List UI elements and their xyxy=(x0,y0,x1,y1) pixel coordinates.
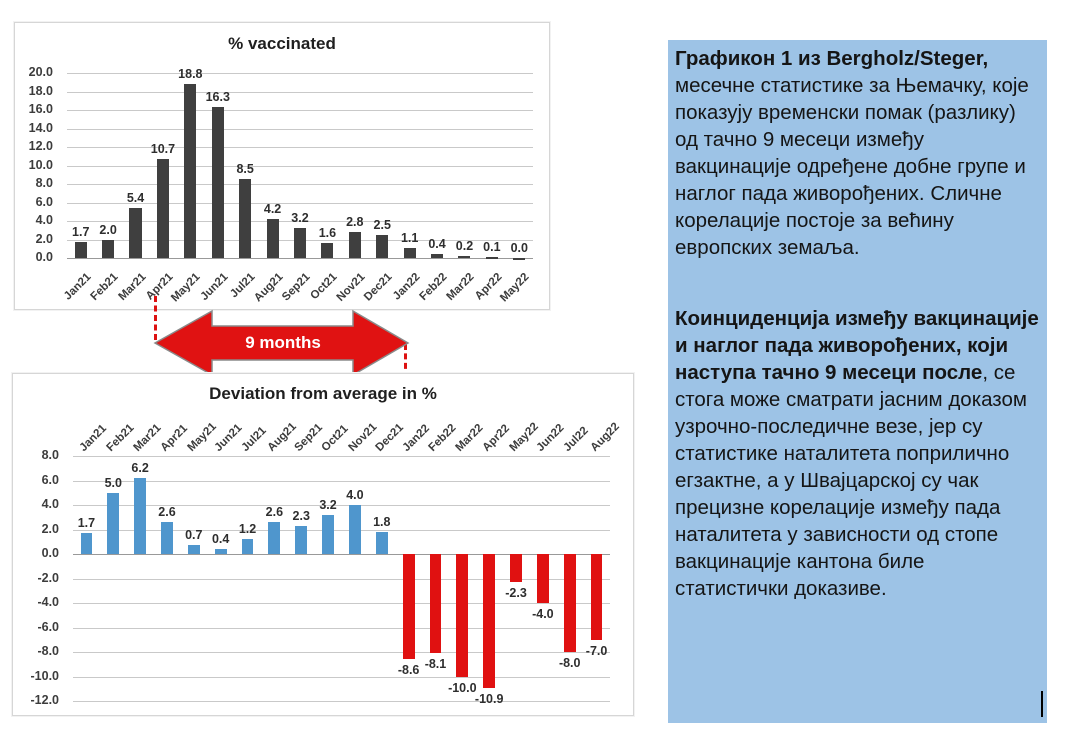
x-tick-label: May22 xyxy=(507,420,541,454)
y-tick-label: 20.0 xyxy=(28,65,53,79)
bar-Oct21 xyxy=(321,243,333,258)
y-tick-label: 2.0 xyxy=(35,231,53,246)
x-tick-label: Mar22 xyxy=(453,422,486,454)
x-tick-label: Feb22 xyxy=(426,422,459,454)
data-label: 2.5 xyxy=(373,217,391,232)
gridline xyxy=(73,481,610,482)
x-tick-label: Mar22 xyxy=(444,271,477,303)
data-label: 2.6 xyxy=(158,505,176,520)
bar-Jul21 xyxy=(242,539,254,554)
data-label: -4.0 xyxy=(532,607,554,621)
y-tick-label: 12.0 xyxy=(28,139,53,153)
data-label: -8.1 xyxy=(424,657,447,672)
data-label: 18.8 xyxy=(178,67,203,82)
gridline xyxy=(67,258,533,259)
data-label: -2.3 xyxy=(505,586,527,601)
paragraph-1-bold: Графикон 1 из Bergholz/Steger, xyxy=(675,47,989,70)
y-tick-label: -10.0 xyxy=(30,668,59,683)
x-tick-label: Feb21 xyxy=(88,271,121,303)
bar-Apr22 xyxy=(486,257,498,259)
gridline xyxy=(67,110,533,111)
y-tick-label: 6.0 xyxy=(35,194,53,209)
x-tick-label: Aug22 xyxy=(588,420,622,454)
bar-Aug22 xyxy=(591,554,603,640)
gridline xyxy=(73,603,610,604)
plot-area xyxy=(67,67,533,258)
y-tick-label: -2.0 xyxy=(37,570,59,585)
paragraph-1-text: месечне статистике за Њемачку, које показују временски помак (разлику) од тачно 9 месеци између вакцинације одређене добне групе и наглог пада живорођених. Сличне корелације постоје за већину европских земаља. xyxy=(675,74,1029,259)
x-tick-label: Jul21 xyxy=(228,271,258,301)
y-tick-label: 0.0 xyxy=(41,546,59,560)
bar-Jan21 xyxy=(81,533,93,554)
gridline xyxy=(73,652,610,653)
nine-months-arrow xyxy=(150,305,416,381)
data-label: 0.7 xyxy=(185,528,203,543)
x-tick-label: Feb22 xyxy=(417,271,450,303)
gridline xyxy=(73,456,610,457)
x-tick-label: Mar21 xyxy=(116,271,149,303)
x-tick-label: Apr21 xyxy=(143,271,176,303)
bar-Apr21 xyxy=(157,159,169,258)
plot-area xyxy=(73,456,610,706)
x-tick-label: May21 xyxy=(169,271,203,305)
data-label: 1.7 xyxy=(72,225,90,240)
bar-Jan21 xyxy=(75,242,87,258)
bar-Mar22 xyxy=(456,554,468,677)
data-label: -10.9 xyxy=(474,691,504,706)
x-tick-label: Jun22 xyxy=(534,422,567,454)
bar-Mar22 xyxy=(458,256,470,258)
data-label: 1.1 xyxy=(400,230,419,245)
y-tick-label: -12.0 xyxy=(30,693,59,707)
data-label: -7.0 xyxy=(585,643,608,658)
data-label: 0.2 xyxy=(455,239,474,254)
data-label: 16.3 xyxy=(205,90,230,105)
x-tick-label: Aug21 xyxy=(265,420,300,454)
y-tick-label: 8.0 xyxy=(41,448,59,462)
data-label: 5.0 xyxy=(104,475,122,490)
y-tick-label: -8.0 xyxy=(37,644,59,658)
bar-Nov21 xyxy=(349,232,361,258)
x-axis-labels xyxy=(73,402,622,454)
gridline xyxy=(73,579,610,580)
x-tick-label: Jan21 xyxy=(77,422,110,454)
text-panel xyxy=(668,40,1047,723)
bar-Jan22 xyxy=(403,554,415,659)
data-label: 2.8 xyxy=(346,215,364,230)
y-tick-label: -4.0 xyxy=(37,595,59,609)
bar-Jun22 xyxy=(537,554,549,603)
paragraph-2 xyxy=(675,305,1039,602)
bar-Oct21 xyxy=(322,515,334,554)
data-label: 2.3 xyxy=(292,508,310,523)
x-tick-label: Nov21 xyxy=(334,271,368,304)
data-label: 4.2 xyxy=(263,202,282,217)
bar-Dec21 xyxy=(376,532,388,554)
data-label: -8.0 xyxy=(558,656,581,670)
gridline xyxy=(73,554,610,555)
x-tick-label: Oct21 xyxy=(308,271,340,303)
bar-Jun21 xyxy=(215,549,227,554)
x-tick-label: Mar21 xyxy=(131,422,164,454)
data-label: 1.6 xyxy=(318,226,337,241)
x-tick-label: Apr22 xyxy=(472,271,505,303)
x-tick-label: May21 xyxy=(185,420,219,454)
gridline xyxy=(67,147,533,148)
data-label: 8.5 xyxy=(236,162,254,177)
bar-Nov21 xyxy=(349,505,361,554)
data-label: 3.2 xyxy=(319,497,337,512)
x-tick-label: Jul22 xyxy=(561,424,591,454)
y-tick-label: 10.0 xyxy=(28,157,53,172)
y-tick-label: 2.0 xyxy=(41,521,59,536)
x-tick-label: Sep21 xyxy=(280,271,313,304)
gridline xyxy=(73,701,610,702)
bar-May22 xyxy=(513,258,525,260)
data-label: 1.7 xyxy=(77,516,96,531)
data-label: -10.0 xyxy=(448,680,477,695)
gridline xyxy=(73,530,610,531)
data-label: 0.0 xyxy=(510,241,528,255)
data-label: -8.6 xyxy=(397,663,420,678)
data-label: 10.7 xyxy=(150,142,176,157)
arrow-label: 9 months xyxy=(245,333,321,352)
data-label: 0.1 xyxy=(483,240,501,255)
gridline xyxy=(67,92,533,93)
x-tick-label: Feb21 xyxy=(104,422,137,454)
gridline xyxy=(67,73,533,74)
y-tick-label: 0.0 xyxy=(35,250,53,264)
data-label: 0.4 xyxy=(211,532,230,547)
x-tick-label: Jun21 xyxy=(212,422,245,454)
vaccinated-chart-title: % vaccinated xyxy=(228,34,336,53)
data-label: 1.8 xyxy=(373,514,391,529)
y-axis-labels xyxy=(13,448,67,707)
text-cursor[interactable] xyxy=(1041,691,1043,717)
paragraph-2-bold: Коинциденција између вакцинације и наглог пада живорођених, који наступа тачно 9 месеци после xyxy=(675,307,1039,384)
x-tick-label: Apr22 xyxy=(480,422,513,454)
paragraph-1 xyxy=(675,45,1039,261)
bar-Feb22 xyxy=(431,254,443,258)
gridline xyxy=(73,677,610,678)
y-tick-label: 6.0 xyxy=(41,472,59,487)
x-tick-label: Nov21 xyxy=(346,421,380,454)
x-tick-label: Dec21 xyxy=(362,271,395,304)
bar-Jul21 xyxy=(239,179,251,258)
x-tick-label: Aug21 xyxy=(251,271,286,305)
x-tick-label: Jan22 xyxy=(400,422,432,454)
deviation-chart xyxy=(12,373,634,716)
data-label: 1.2 xyxy=(238,522,257,537)
gridline xyxy=(67,184,533,185)
gridline xyxy=(73,628,610,629)
y-tick-label: 18.0 xyxy=(28,83,53,98)
x-tick-label: Jun21 xyxy=(198,271,231,303)
x-tick-label: Sep21 xyxy=(292,421,326,454)
deviation-chart-title: Deviation from average in % xyxy=(209,384,437,403)
x-tick-label: Jul21 xyxy=(239,424,269,454)
bar-Jun21 xyxy=(212,107,224,258)
data-label: 6.2 xyxy=(131,461,149,476)
y-tick-label: 8.0 xyxy=(35,176,53,190)
paragraph-2-text: , се стога може сматрати јасним доказом узрочно-последичне везе, јер су статистике наталитета поприлично егзактне, а у Швајцарској су чак прецизне корелације између пада наталитета у зависности од стопе вакцинације кантона биле статистички доказиве. xyxy=(675,361,1027,600)
y-tick-label: 16.0 xyxy=(28,102,53,116)
y-tick-label: 4.0 xyxy=(35,213,53,227)
bar-May21 xyxy=(188,545,200,554)
bar-May22 xyxy=(510,554,522,582)
gridline xyxy=(67,129,533,130)
bar-Aug21 xyxy=(268,522,280,554)
bar-Mar21 xyxy=(129,208,141,258)
vaccinated-chart xyxy=(14,22,550,310)
bar-Sep21 xyxy=(295,526,307,554)
y-tick-label: 4.0 xyxy=(41,497,59,511)
x-tick-label: Oct21 xyxy=(319,422,351,454)
x-tick-label: Jan22 xyxy=(390,271,423,303)
data-label: 5.4 xyxy=(126,191,145,206)
bar-Feb21 xyxy=(102,240,114,259)
data-label: 2.0 xyxy=(99,222,117,237)
data-label: 0.4 xyxy=(428,237,446,252)
gridline xyxy=(67,166,533,167)
x-tick-label: Jan21 xyxy=(61,271,94,303)
data-label: 3.2 xyxy=(291,211,309,226)
data-label: 4.0 xyxy=(346,488,364,502)
x-tick-label: May22 xyxy=(498,271,532,305)
x-tick-label: Apr21 xyxy=(158,422,191,454)
bar-Feb21 xyxy=(107,493,119,554)
y-axis-labels xyxy=(15,65,61,264)
bar-Apr22 xyxy=(483,554,495,688)
x-tick-label: Dec21 xyxy=(373,421,406,454)
data-label: 2.6 xyxy=(265,505,284,520)
y-tick-label: -6.0 xyxy=(37,619,59,634)
bar-Feb22 xyxy=(430,554,442,653)
y-tick-label: 14.0 xyxy=(28,120,53,135)
bar-May21 xyxy=(184,84,196,258)
x-axis-labels xyxy=(61,263,533,309)
bar-Jul22 xyxy=(564,554,576,652)
